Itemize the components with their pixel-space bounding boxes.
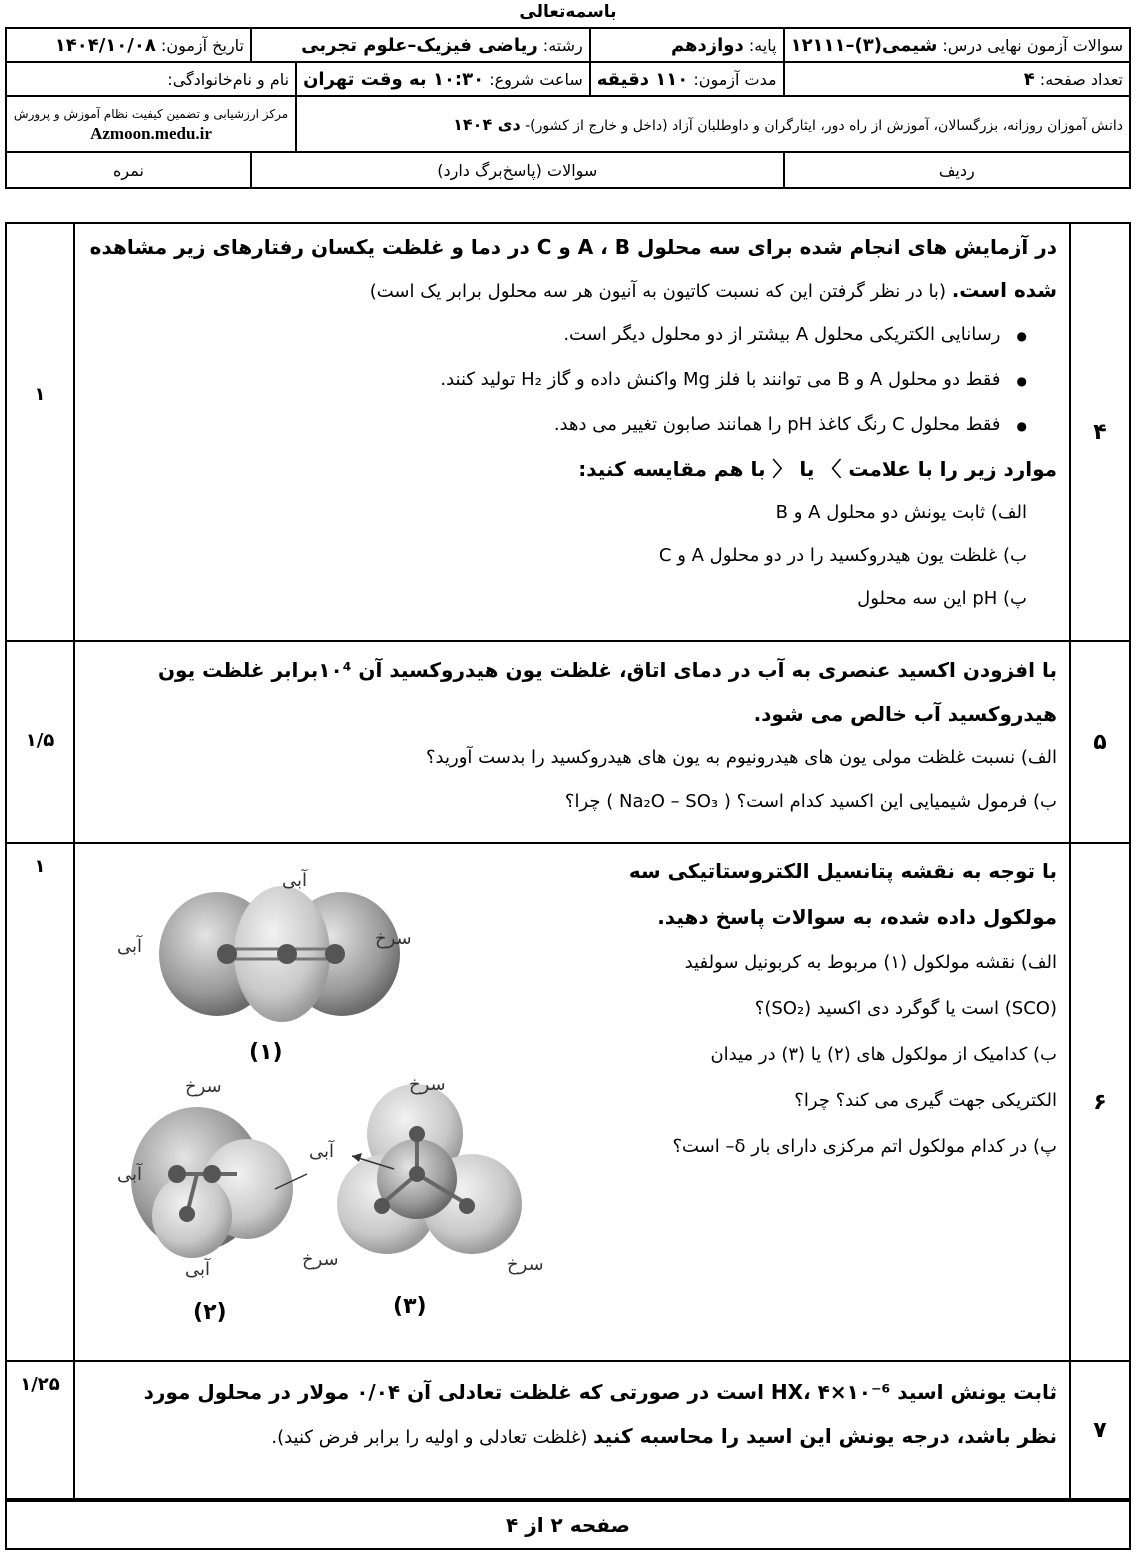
date-cell: تاریخ آزمون: ۱۴۰۴/۱۰/۰۸ [6,28,251,62]
label-red: سرخ [409,1074,446,1095]
question-score: ۱/۲۵ [7,1362,75,1498]
exam-header [5,27,1131,189]
sub-question: ب) کدامیک از مولکول های (۲) یا (۳) در میدان [710,1044,1057,1065]
question-4: ۴ ۱ در آزمایش های انجام شده برای سه محلول A ، B و C در دما و غلظت یکسان رفتارهای زیر مشاهده شده است. (با در نظر گرفتن این که نسبت کاتیون به آنیون هر سه محلول برابر یک است) ● رسانایی الکتریکی محلول A بیشتر از دو محلول دیگر است. ● فقط دو محلول A و B می توانند با فلز Mg واکنش داده و گاز H₂ تولید کنند. ● فقط محلول C رنگ کاغذ pH را همانند صابون تغییر می دهد. موارد زیر را با علامت 〉 یا 〈 با هم مقایسه کنید: الف) ثابت یونش دو محلول A و B ب) غلظت یون هیدروکسید را در دو محلول A و C پ) pH این سه محلول [5,222,1131,642]
question-text: در آزمایش های انجام شده برای سه محلول A ، B و C در دما و غلظت یکسان رفتارهای زیر مشاهده [89,235,1057,259]
question-5: ۵ ۱/۵ با افزودن اکسید عنصری به آب در دمای اتاق، غلظت یون هیدروکسید آن ۱۰⁴برابر غلظت یون هیدروکسید آب خالص می شود. الف) نسبت غلظت مولی یون های هیدرونیوم به یون های هیدروکسید را بدست آورید؟ ب) فرمول شیمیایی این اکسید کدام است؟ ( Na₂O – SO₃ ) چرا؟ [5,642,1131,844]
molecule-1-label: (۱) [249,1040,283,1065]
col-questions: سوالات (پاسخ‌برگ دارد) [251,152,784,188]
audience-cell: دانش آموزان روزانه، بزرگسالان، آموزش از راه دور، ایثارگران و داوطلبان آزاد (داخل و خارج از کشور)- دی ۱۴۰۴ [296,96,1130,152]
start-cell: ساعت شروع: ۱۰:۳۰ به وقت تهران [296,62,590,96]
sub-question: الف) نسبت غلظت مولی یون های هیدرونیوم به یون های هیدروکسید را بدست آورید؟ [426,747,1057,768]
label-red: سرخ [375,928,412,949]
question-note: (با در نظر گرفتن این که نسبت کاتیون به آنیون هر سه محلول برابر یک است) [369,281,946,302]
sub-question: الف) ثابت یونش دو محلول A و B [775,502,1027,523]
grade: دوازدهم [670,34,744,56]
field: ریاضی فیزیک–علوم تجربی [301,34,538,56]
bullet-item: ● فقط محلول C رنگ کاغذ pH را همانند صابون تغییر می دهد. [87,403,1057,448]
question-text: با افزودن اکسید عنصری به آب در دمای اتاق، غلظت یون هیدروکسید آن ۱۰⁴برابر غلظت یون [157,658,1057,682]
question-score: ۱/۵ [7,642,75,842]
exam-date: ۱۴۰۴/۱۰/۰۸ [54,34,156,56]
name-cell[interactable] [6,62,296,96]
duration-cell: مدت آزمون: ۱۱۰ دقیقه [590,62,784,96]
question-6: ۶ ۱ با توجه به نقشه پتانسیل الکتروستاتیکی سه مولکول داده شده، به سوالات پاسخ دهید. الف) نقشه مولکول (۱) مربوط به کربونیل سولفید (SCO) است یا گوگرد دی اکسید (SO₂)؟ ب) کدامیک از مولکول های (۲) یا (۳) در میدان الکتریکی جهت گیری می کند؟ چرا؟ پ) در کدام مولکول اتم مرکزی دارای بار δ– است؟ آبی آبی سرخ (۱) سرخ آبی آبی (۲) سرخ آبی سرخ سرخ (۳) [5,844,1131,1362]
question-number: ۵ [1069,642,1129,842]
question-7: ۷ ۱/۲۵ ثابت یونش اسید HX، ۴×۱۰⁻⁶ است در صورتی که غلظت تعادلی آن ۰/۰۴ مولار در محلول مورد نظر باشد، درجه یونش این اسید را محاسبه کنید (غلظت تعادلی و اولیه را برابر فرض کنید). [5,1362,1131,1500]
label-red: سرخ [507,1254,544,1275]
question-number: ۶ [1069,844,1129,1360]
electrostatic-maps [97,844,567,1364]
pages-cell: تعداد صفحه: ۴ [784,62,1130,96]
molecule-3 [337,1084,522,1254]
molecule-3-label: (۳) [393,1294,427,1319]
name-label: نام و نام‌خانوادگی: [167,69,290,89]
label-blue: آبی [282,870,308,891]
molecule-2-label: (۲) [193,1300,227,1325]
question-score: ۱ [7,224,75,640]
label-blue: آبی [117,936,143,957]
site-url: Azmoon.medu.ir [90,124,212,143]
label-blue: آبی [309,1141,335,1162]
exam-title-cell: سوالات آزمون نهایی درس: شیمی(۳)–۱۲۱۱۱ [784,28,1130,62]
field-cell: رشته: ریاضی فیزیک–علوم تجربی [251,28,590,62]
exam-title: شیمی(۳)–۱۲۱۱۱ [790,34,938,56]
question-text: با توجه به نقشه پتانسیل الکتروستاتیکی سه [628,859,1057,883]
bullet-item: ● رسانایی الکتریکی محلول A بیشتر از دو محلول دیگر است. [87,313,1057,358]
molecule-1 [159,886,400,1022]
start-time: ۱۰:۳۰ به وقت تهران [303,68,485,90]
page-heading: باسمه‌تعالی [519,2,617,22]
sub-question: پ) در کدام مولکول اتم مرکزی دارای بار δ– است؟ [672,1136,1057,1157]
duration: ۱۱۰ دقیقه [596,68,689,90]
grade-cell: پایه: دوازدهم [590,28,784,62]
sub-question: ب) فرمول شیمیایی این اکسید کدام است؟ ( Na₂O – SO₃ ) چرا؟ [564,791,1057,812]
org-name: مرکز ارزشیابی و تضمین کیفیت نظام آموزش و پرورش [13,107,289,121]
col-score: نمره [6,152,251,188]
col-row: ردیف [784,152,1130,188]
label-red: سرخ [302,1249,339,1270]
label-red: سرخ [185,1076,222,1097]
question-number: ۴ [1069,224,1129,640]
label-blue: آبی [185,1259,211,1280]
question-text: ثابت یونش اسید HX، ۴×۱۰⁻⁶ است در صورتی که غلظت تعادلی آن ۰/۰۴ مولار در محلول مورد [143,1380,1057,1404]
sub-question: ب) غلظت یون هیدروکسید را در دو محلول A و C [658,545,1027,566]
label-blue: آبی [117,1164,143,1185]
org-cell [6,96,296,152]
question-note: (غلظت تعادلی و اولیه را برابر فرض کنید). [271,1427,588,1448]
molecule-figures [97,844,567,1364]
sub-question: الف) نقشه مولکول (۱) مربوط به کربونیل سولفید [684,952,1057,973]
compare-prompt: موارد زیر را با علامت 〉 یا 〈 با هم مقایسه کنید: [578,457,1057,481]
sub-question: پ) pH این سه محلول [857,588,1027,609]
question-score: ۱ [7,844,75,1360]
question-number: ۷ [1069,1362,1129,1498]
pages-count: ۴ [1023,68,1035,90]
page-footer: صفحه ۲ از ۴ [5,1500,1131,1550]
bullet-item: ● فقط دو محلول A و B می توانند با فلز Mg واکنش داده و گاز H₂ تولید کنند. [87,358,1057,403]
molecule-2 [131,1107,307,1258]
